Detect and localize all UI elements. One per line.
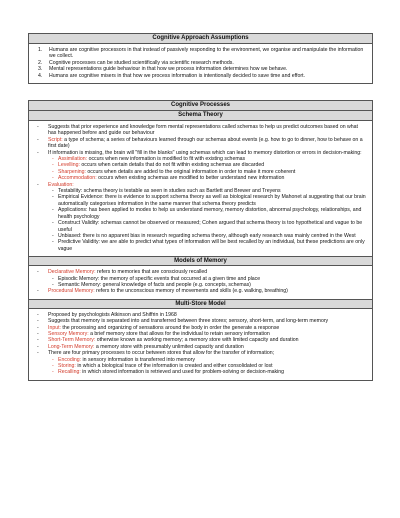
list-item: - Script: a type of schema; a series of behaviours learned through our schemas about events (e.g. how to go to dinner, how to behave on a first date) bbox=[37, 136, 363, 150]
schema-body bbox=[29, 121, 372, 256]
distortion-item: - Assimilation: occurs when new information is modified to fit with existing schemas bbox=[52, 156, 246, 163]
list-item: - Input: the processing and organizing of sensations around the body in order the generate a response bbox=[37, 324, 280, 331]
evaluation-item: - Empirical Evidence: there is evidence to support schema theory as well as biological research by Mahonet al suggesting that our brain automatically categorises information in the same manner that schema theory predicts bbox=[52, 194, 366, 207]
models-title: Models of Memory bbox=[29, 256, 372, 266]
declarative-item: - Episodic Memory: the memory of specific events that occurred at a given time and place bbox=[52, 275, 261, 282]
list-item: - Sensory Memory: a brief memory store that allows for the individual to retain sensory information bbox=[37, 330, 270, 337]
evaluation-term: Evaluation: bbox=[48, 181, 74, 188]
evaluation-item: - Testability: schema theory is testable as seen in studies such as Bartlett and Brewer and Treyens bbox=[52, 188, 281, 195]
assumptions-box bbox=[28, 33, 373, 84]
distortion-item: - Accommodation: occurs when existing schemas are modified to better understand new information bbox=[52, 175, 285, 182]
script-term: Script: bbox=[48, 136, 63, 143]
msm-list bbox=[35, 312, 366, 376]
list-item: - Procedural Memory: refers to the unconscious memory of movements and skills (e.g. walking, breathing) bbox=[37, 288, 288, 295]
list-item: - Declarative Memory: refers to memories that are consciously recalled - Episodic Memory: the memory of specific events that occurred at a given time and place - Semantic Memory: general knowledge of facts and people (e.g. concepts, schemas) bbox=[35, 269, 366, 288]
assumptions-title: Cognitive Approach Assumptions bbox=[29, 34, 372, 44]
schema-title: Schema Theory bbox=[29, 111, 372, 121]
list-item: - Long-Term Memory: a memory store with presumably unlimited capacity and duration bbox=[37, 343, 244, 350]
list-item: - Short-Term Memory: otherwise known as working memory; a memory store with limited capacity and duration bbox=[37, 337, 299, 344]
assumptions-list bbox=[35, 47, 366, 79]
assumption-item: 4. Humans are cognitive misers in that how we process information is intentionally decided to save time and effort. bbox=[38, 72, 305, 79]
evaluation-item: - Predictive Validity: we are able to predict what types of information will be best recalled by an individual, but these predictions are only vague bbox=[52, 239, 365, 252]
list-item: - There are four primary processes to occur between stores that allow for the transfer of information; - Encoding: in sensory information is transferred into memory - Storing: in which a biological trace of the information is created and either consolidated or lost - Recalling: in which stored information is retrieved and used for problem-solving or decision-making bbox=[35, 350, 366, 376]
process-item: - Encoding: in sensory information is transferred into memory bbox=[52, 356, 195, 363]
evaluation-item: - Unbiased: there is no apparent bias in research regarding schema theory, although early research was mainly centred in the West bbox=[52, 232, 356, 239]
models-body bbox=[29, 266, 372, 299]
evaluation-item: - Applications: has been applied to modes to help us understand memory, memory distortion, abnormal psychology, relationships, and health psychology bbox=[52, 207, 362, 220]
list-item: - Proposed by psychologists Atkinson and Shiffrin in 1968 bbox=[37, 311, 177, 318]
distortion-list bbox=[48, 156, 366, 182]
assumptions-body bbox=[29, 44, 372, 83]
processes-box bbox=[28, 100, 373, 381]
msm-body bbox=[29, 309, 372, 380]
msm-title: Multi-Store Model bbox=[29, 299, 372, 309]
distortion-item: - Levelling: occurs when certain details that do not fit within existing schemas are discarded bbox=[52, 162, 265, 169]
list-item: - Suggests that prior experience and knowledge form mental representations called schemas to help us predict outcomes based on what has happened before and guide our behaviour bbox=[37, 124, 358, 137]
evaluation-list bbox=[48, 188, 366, 252]
assumption-item: 3. Mental representations guide behaviour in that how we process information determines how we behave. bbox=[38, 66, 288, 73]
distortion-item: - Sharpening: occurs when details are added to the original information in order to make it more coherent bbox=[52, 168, 296, 175]
process-item: - Storing: in which a biological trace of the information is created and either consolidated or lost bbox=[52, 363, 273, 369]
process-item: - Recalling: in which stored information is retrieved and used for problem-solving or decision-making bbox=[52, 369, 285, 376]
declarative-item: - Semantic Memory: general knowledge of facts and people (e.g. concepts, schemas) bbox=[52, 281, 251, 288]
assumption-item: 1. Humans are cognitive processors in that instead of passively responding to the environment, we organise and manipulate the information we collect. bbox=[38, 47, 364, 60]
process-list bbox=[48, 357, 366, 376]
declarative-list bbox=[48, 276, 366, 289]
schema-list bbox=[35, 124, 366, 252]
list-item: - Suggests that memory is separated into and transferred between three stores; sensory, short-term, and long-term memory bbox=[37, 318, 329, 325]
list-item: - If information is missing, the brain will "fill in the blanks" using schemas which can lead to memory distortion or errors in decision-making: - Assimilation: occurs when new information is modified to fit with existing schemas - Levelling: occurs when certain details that do not fit within existing schemas are discarded - Sharpening: occurs when details are added to the original information in order to make it more coherent - Accommodation: occurs when existing schemas are modified to better understand new information bbox=[35, 150, 366, 182]
models-list bbox=[35, 269, 366, 295]
assumption-item: 2. Cognitive processes can be studied scientifically via scientific research methods. bbox=[38, 59, 234, 66]
processes-title: Cognitive Processes bbox=[29, 101, 372, 111]
evaluation-item: - Construct Validity: schemas cannot be observed or measured; Cohen argued that schema theory is too hypothetical and vague to be useful bbox=[52, 220, 363, 233]
list-item: - Evaluation: - Testability: schema theory is testable as seen in studies such as Bartlett and Brewer and Treyens - Empirical Evidence: there is evidence to support schema theory as well as biological research by Mahonet al suggesting that our brain automatically categorises information in the same manner that schema theory predicts - Applications: has been applied to modes to help us understand memory, memory distortion, abnormal psychology, relationships, and health psychology - Construct Validity: schemas cannot be observed or measured; Cohen argued that schema theory is too hypothetical and vague to be useful - Unbiased: there is no apparent bias in research regarding schema theory, although early research was mainly centred in the West - Predictive Validity: we are able to predict what types of information will be best recalled by an individual, but these predictions are only vague bbox=[37, 181, 366, 252]
